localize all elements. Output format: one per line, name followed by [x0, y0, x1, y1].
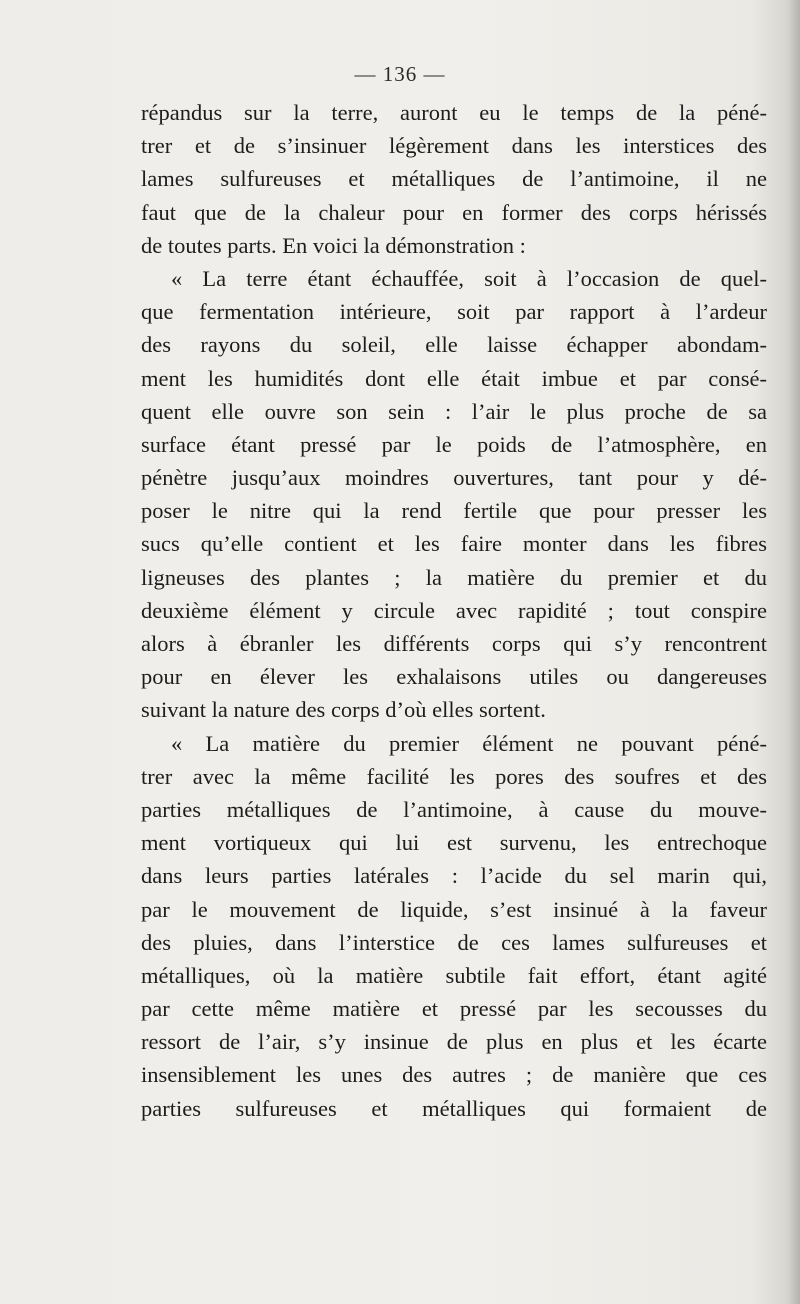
text-line: de toutes parts. En voici la démonstration :: [141, 232, 526, 258]
text-line: sucs qu’elle contient et les faire monter dans les fibres: [141, 531, 767, 557]
text-line: ressort de l’air, s’y insinue de plus en plus et les écarte: [141, 1029, 767, 1055]
text-line: par le mouvement de liquide, s’est insinué à la faveur: [141, 896, 767, 922]
text-line: deuxième élément y circule avec rapidité ; tout conspire: [141, 597, 767, 623]
text-line: ligneuses des plantes ; la matière du premier et du: [141, 564, 767, 590]
text-line: métalliques, où la matière subtile fait effort, étant agité: [141, 962, 767, 988]
text-line: surface étant pressé par le poids de l’atmosphère, en: [141, 431, 767, 457]
text-line: trer avec la même facilité les pores des soufres et des: [141, 763, 767, 789]
text-line: pénètre jusqu’aux moindres ouvertures, tant pour y dé-: [141, 465, 767, 491]
text-line: insensiblement les unes des autres ; de manière que ces: [141, 1062, 767, 1088]
text-line: parties métalliques de l’antimoine, à cause du mouve-: [141, 796, 767, 822]
text-line: trer et de s’insinuer légèrement dans les interstices des: [141, 133, 767, 159]
text-line: parties sulfureuses et métalliques qui formaient de: [141, 1095, 767, 1121]
text-line: « La terre étant échauffée, soit à l’occasion de quel-: [171, 265, 767, 291]
text-line: ment vortiqueux qui lui est survenu, les entrechoque: [141, 830, 767, 856]
text-line: que fermentation intérieure, soit par rapport à l’ardeur: [141, 299, 767, 325]
text-line: faut que de la chaleur pour en former des corps hérissés: [141, 199, 767, 225]
text-line: répandus sur la terre, auront eu le temps de la péné-: [141, 100, 767, 125]
text-line: des rayons du soleil, elle laisse échapper abondam-: [141, 332, 767, 358]
text-line: pour en élever les exhalaisons utiles ou dangereuses: [141, 664, 767, 690]
text-line: poser le nitre qui la rend fertile que pour presser les: [141, 498, 767, 524]
text-line: dans leurs parties latérales : l’acide du sel marin qui,: [141, 863, 767, 889]
body-text: [141, 96, 767, 1125]
page-edge-shadow: [788, 0, 800, 1304]
text-line: ment les humidités dont elle était imbue et par consé-: [141, 365, 767, 391]
text-line: par cette même matière et pressé par les secousses du: [141, 996, 767, 1022]
text-line: quent elle ouvre son sein : l’air le plus proche de sa: [141, 398, 767, 424]
text-line: des pluies, dans l’interstice de ces lames sulfureuses et: [141, 929, 767, 955]
text-line: alors à ébranler les différents corps qui s’y rencontrent: [141, 631, 767, 656]
text-line: suivant la nature des corps d’où elles sortent.: [141, 697, 546, 723]
page-number: — 136 —: [354, 62, 446, 86]
text-line: « La matière du premier élément ne pouvant péné-: [171, 730, 767, 756]
text-line: lames sulfureuses et métalliques de l’antimoine, il ne: [141, 166, 767, 192]
